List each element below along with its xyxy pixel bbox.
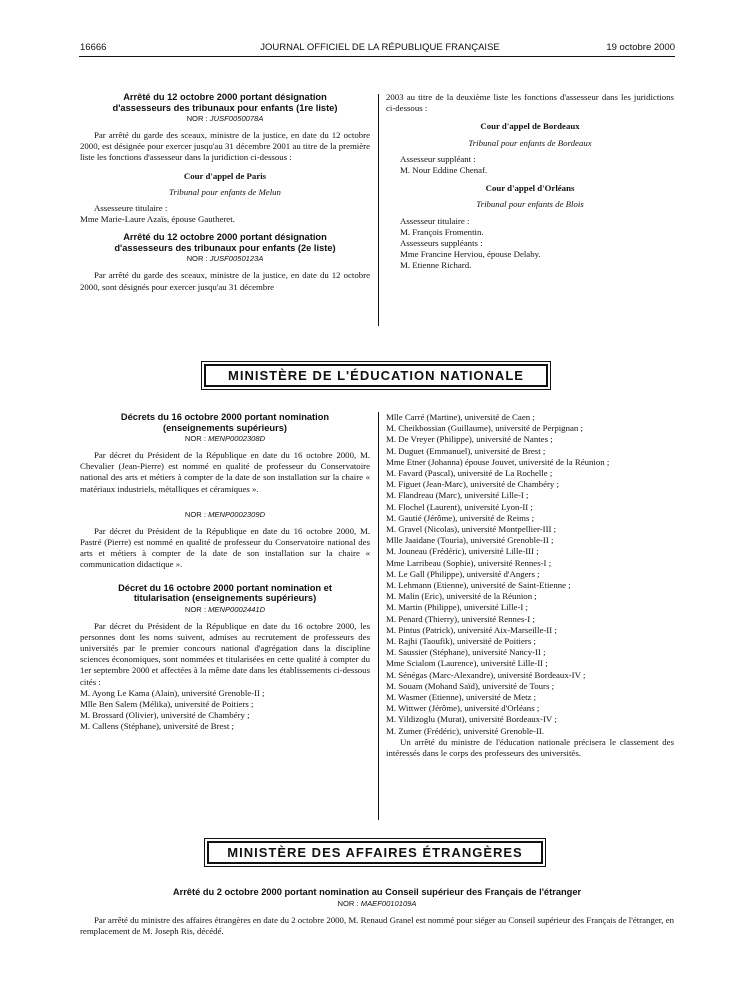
tribunal-bordeaux: Tribunal pour enfants de Bordeaux [468,137,592,148]
name-entry: M. Flandreau (Marc), université Lille-I ; [386,490,529,501]
name-entry: M. Flochel (Laurent), université Lyon-II ; [386,501,533,512]
suppleants-label: Assesseurs suppléants : [400,238,483,249]
column-divider-middle [378,412,379,820]
decret-nor3: NOR : MENP0002441D [184,604,266,614]
ministry-foreign-title: MINISTÈRE DES AFFAIRES ÉTRANGÈRES [207,841,543,864]
name-entry: M. Le Gall (Philippe), université d'Angers ; [386,568,540,579]
arrete2-title: Arrêté du 12 octobre 2000 portant désignation d'assesseurs des tribunaux pour enfants (2e liste) [114,232,336,253]
name-entry: Mme Etner (Johanna) épouse Jouvet, université de la Réunion ; [386,456,610,467]
name-entry: M. Rajhi (Taoufik), université de Poitiers ; [386,636,536,647]
foreign-title: Arrêté du 2 octobre 2000 portant nomination au Conseil supérieur des Français de l'étranger [172,887,582,897]
column-divider-top [378,94,379,326]
foreign-nor: NOR : MAEF0010109A [337,898,417,908]
name-entry: Mlle Carré (Martine), université de Caen ; [386,412,535,422]
page-number: 16666 [80,42,107,53]
header-rule [79,56,675,57]
decrets-nor1: NOR : MENP0002308D [184,434,266,443]
issue-date: 19 octobre 2000 [606,42,675,53]
education-left-column [80,412,370,733]
names-list-right [386,412,674,737]
top-right-column [386,92,674,272]
decret-titularisation-title: Décret du 16 octobre 2000 portant nomination et titularisation (enseignements supérieurs) [118,582,332,604]
suppleant-label: Assesseur suppléant : [400,153,476,164]
suppleant-name: M. Nour Eddine Chenaf. [400,165,488,176]
name-entry: Mlle Ben Salem (Mélika), université de Poitiers ; [80,699,254,710]
name-entry: M. Favard (Pascal), université de La Rochelle ; [386,468,553,479]
assesseure-name: Mme Marie-Laure Azaïs, épouse Gautheret. [80,214,235,225]
names-list-left [80,688,370,733]
cour-orleans: Cour d'appel d'Orléans [485,183,575,194]
cour-bordeaux: Cour d'appel de Bordeaux [480,121,580,132]
name-entry: M. Wasmer (Etienne), université de Metz ; [386,692,537,703]
tribunal-blois: Tribunal pour enfants de Blois [476,199,584,210]
foreign-body: Par arrêté du ministre des affaires étrangères en date du 2 octobre 2000, M. Renaud Granel est nommé pour siéger au Conseil supérieur des Français de l'étranger, en remplacement de M. Joseph Ris, décédé. [80,914,674,936]
ministry-education-banner [201,361,551,390]
decret-agregation-body: Par décret du Président de la République en date du 16 octobre 2000, les personnes dont les noms suivent, admises au recrutement de professeurs des universités par le premier concours national d'agrégation dans la discipline sciences économiques, sont nommées et titularisées en cette qualité à compter du 1er septembre 2000 et affectées à la même date dans les établissements ci-dessous cités : [80,620,370,687]
foreign-affairs-section [80,887,674,937]
name-entry: M. Cheikbossian (Guillaume), université de Perpignan ; [386,423,583,434]
name-entry: M. Souam (Mohand Saïd), université de Tours ; [386,680,555,691]
name-entry: M. Callens (Stéphane), université de Brest ; [80,721,234,732]
ministry-education-title: MINISTÈRE DE L'ÉDUCATION NATIONALE [204,364,548,387]
name-entry: M. Zumer (Frédéric), université Grenoble-II. [386,725,545,736]
name-entry: M. Malin (Eric), université de la Réunion ; [386,591,537,602]
decret-pastre: Par décret du Président de la République en date du 16 octobre 2000, M. Pastré (Pierre) est nommé en qualité de professeur du Conservatoire national des arts et métiers à compter de la date de son installation sur la chaire « communication didactique ». [80,525,370,570]
decrets-title: Décrets du 16 octobre 2000 portant nomination (enseignements supérieurs) [120,412,330,433]
name-entry: M. Lehmann (Etienne), université de Saint-Etienne ; [386,580,571,591]
name-entry: Mme Larribeau (Sophie), université Rennes-I ; [386,557,552,568]
decrets-nor2: NOR : MENP0002309D [184,509,266,519]
suppleant-a: Mme Francine Herviou, épouse Delaby. [400,249,541,260]
assesseure-label: Assesseure titulaire : [94,203,168,214]
arrete1-nor: NOR : JUSF0050078A [186,114,264,123]
arrete2-body: Par arrêté du garde des sceaux, ministre de la justice, en date du 12 octobre 2000, sont désignés pour exercer jusqu'au 31 décembre [80,270,370,292]
top-left-column [80,92,370,293]
name-entry: M. De Vreyer (Philippe), université de Nantes ; [386,434,553,445]
name-entry: M. Martin (Philippe), université Lille-I ; [386,602,528,613]
journal-title: JOURNAL OFFICIEL DE LA RÉPUBLIQUE FRANÇAISE [260,42,500,53]
name-entry: M. Wittwer (Jérôme), université d'Orléans ; [386,703,540,714]
name-entry: Mlle Jaaidane (Touria), université Grenoble-II ; [386,535,554,546]
arrete2-nor: NOR : JUSF0050123A [186,254,264,264]
name-entry: M. Duguet (Emmanuel), université de Brest ; [386,445,546,456]
name-entry: M. Gravel (Nicolas), université Montpellier-III ; [386,524,557,535]
decret-chevalier: Par décret du Président de la République en date du 16 octobre 2000, M. Chevalier (Jean-Pierre) est nommé en qualité de professeur du Conservatoire national des arts et métiers à compter de la date de son installation sur la chaire « matériaux industriels, métalliques et céramiques ». [80,450,370,494]
name-entry: M. Brossard (Olivier), université de Chambéry ; [80,710,250,721]
education-right-column [386,412,674,759]
titulaire-name: M. François Fromentin. [400,226,484,237]
name-entry: Mme Scialom (Laurence), université Lille-II ; [386,658,548,669]
name-entry: M. Jouneau (Frédéric), université Lille-III ; [386,546,539,557]
titulaire-label: Assesseur titulaire : [400,215,470,226]
continuation-text: 2003 au titre de la deuxième liste les fonctions d'assesseur dans les juridictions ci-dessous : [386,92,674,114]
name-entry: M. Saussier (Stéphane), université Nancy-II ; [386,647,546,658]
arrete1-title: Arrêté du 12 octobre 2000 portant désignation d'assesseurs des tribunaux pour enfants (1re liste) [112,92,338,113]
name-entry: M. Sénégas (Marc-Alexandre), université Bordeaux-IV ; [386,669,586,680]
ministry-foreign-banner [204,838,546,867]
name-entry: M. Gautié (Jérôme), université de Reims ; [386,512,535,523]
name-entry: M. Ayong Le Kama (Alain), université Grenoble-II ; [80,687,265,698]
arrete1-body: Par arrêté du garde des sceaux, ministre de la justice, en date du 12 octobre 2000, est désignée pour exercer jusqu'au 31 décembre 2001 au titre de la première liste les fonctions d'assesseur dans la juridiction ci-dessous : [80,130,370,163]
tribunal-melun: Tribunal pour enfants de Melun [169,186,281,197]
closing-text: Un arrêté du ministre de l'éducation nationale précisera le classement des intéressés dans le corps des professeurs des universités. [386,736,674,759]
name-entry: M. Pintus (Patrick), université Aix-Marseille-II ; [386,624,557,635]
cour-paris: Cour d'appel de Paris [183,170,267,181]
name-entry: M. Penard (Thierry), université Rennes-I ; [386,613,535,624]
name-entry: M. Yildizoglu (Murat), université Bordeaux-IV ; [386,714,557,725]
suppleant-b: M. Etienne Richard. [400,260,472,271]
name-entry: M. Figuet (Jean-Marc), université de Chambéry ; [386,479,559,490]
